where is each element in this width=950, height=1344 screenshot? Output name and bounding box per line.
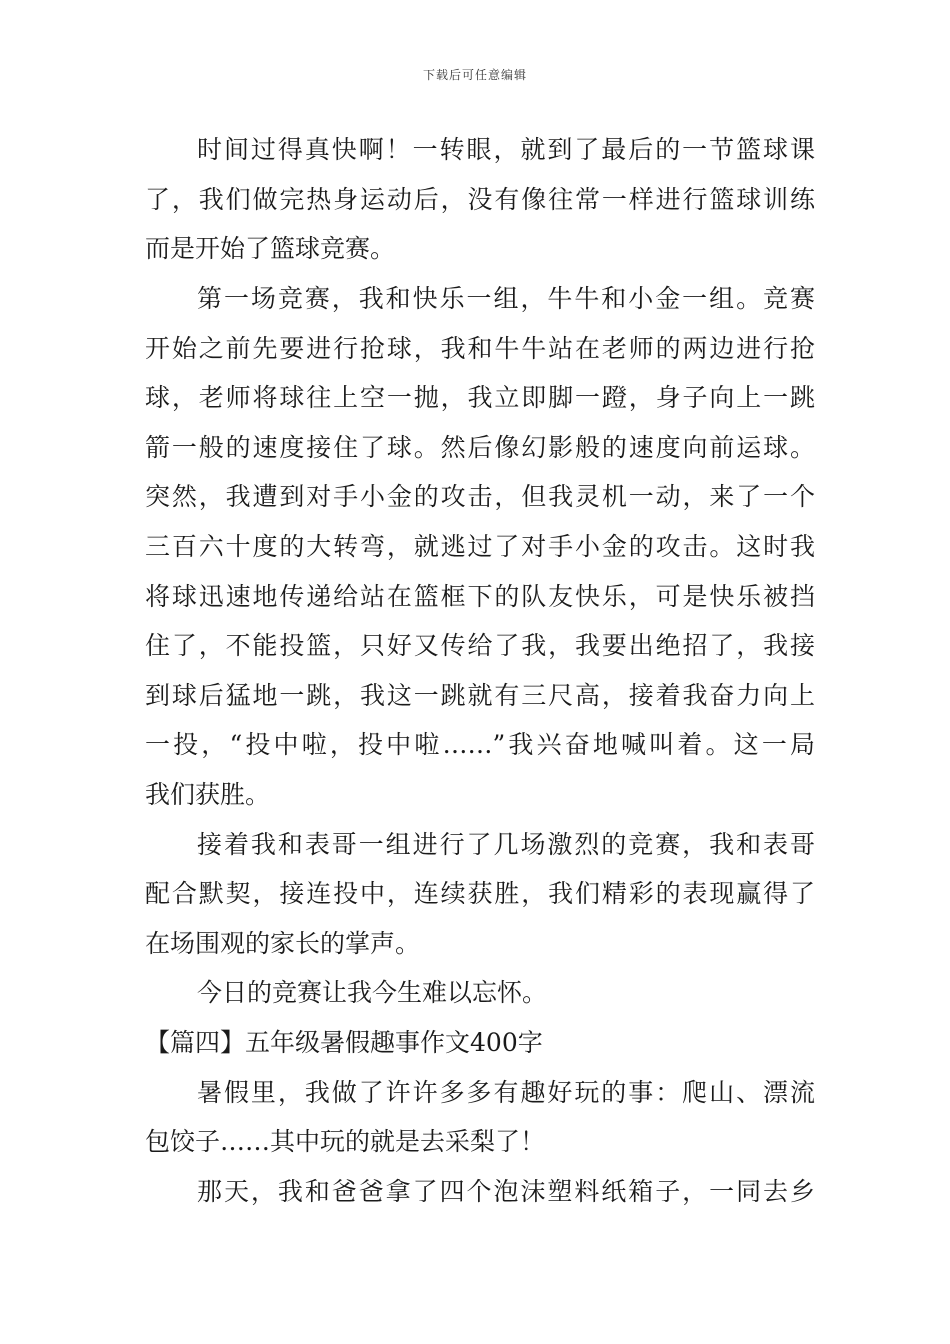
text-line: 时间过得真快啊！一转眼，就到了最后的一节篮球课 xyxy=(197,135,815,164)
text-line: 了，我们做完热身运动后，没有像往常一样进行篮球训练 xyxy=(145,185,815,214)
page-header: 下载后可任意编辑 xyxy=(422,68,527,82)
text-line: 开始之前先要进行抢球，我和牛牛站在老师的两边进行抢 xyxy=(145,334,815,363)
text-line: 到球后猛地一跳，我这一跳就有三尺高，接着我奋力向上 xyxy=(145,681,815,710)
text-line: 在场围观的家长的掌声。 xyxy=(145,929,421,958)
text-line: 将球迅速地传递给站在篮框下的队友快乐，可是快乐被挡 xyxy=(145,582,815,611)
text-line: 球，老师将球往上空一抛，我立即脚一蹬，身子向上一跳 xyxy=(145,383,815,412)
section-heading: 【篇四】五年级暑假趣事作文400字 xyxy=(145,1028,543,1057)
text-line: 一投，“投中啦，投中啦……”我兴奋地喊叫着。这一局 xyxy=(145,730,815,759)
text-line: 暑假里，我做了许许多多有趣好玩的事：爬山、漂流 xyxy=(197,1078,815,1107)
text-line: 今日的竞赛让我今生难以忘怀。 xyxy=(197,978,548,1007)
text-line: 接着我和表哥一组进行了几场激烈的竞赛，我和表哥 xyxy=(197,830,815,859)
text-line: 箭一般的速度接住了球。然后像幻影般的速度向前运球。 xyxy=(145,433,815,462)
text-line: 而是开始了篮球竞赛。 xyxy=(145,234,396,263)
text-line: 那天，我和爸爸拿了四个泡沫塑料纸箱子，一同去乡 xyxy=(197,1177,815,1206)
text-line: 配合默契，接连投中，连续获胜，我们精彩的表现赢得了 xyxy=(145,879,815,908)
text-line: 我们获胜。 xyxy=(145,780,271,809)
text-line: 第一场竞赛，我和快乐一组，牛牛和小金一组。竞赛 xyxy=(197,284,815,313)
text-line: 突然，我遭到对手小金的攻击，但我灵机一动，来了一个 xyxy=(145,482,815,511)
text-line: 三百六十度的大转弯，就逃过了对手小金的攻击。这时我 xyxy=(145,532,815,561)
text-line: 包饺子……其中玩的就是去采梨了！ xyxy=(145,1127,546,1156)
text-line: 住了，不能投篮，只好又传给了我，我要出绝招了，我接 xyxy=(145,631,815,660)
